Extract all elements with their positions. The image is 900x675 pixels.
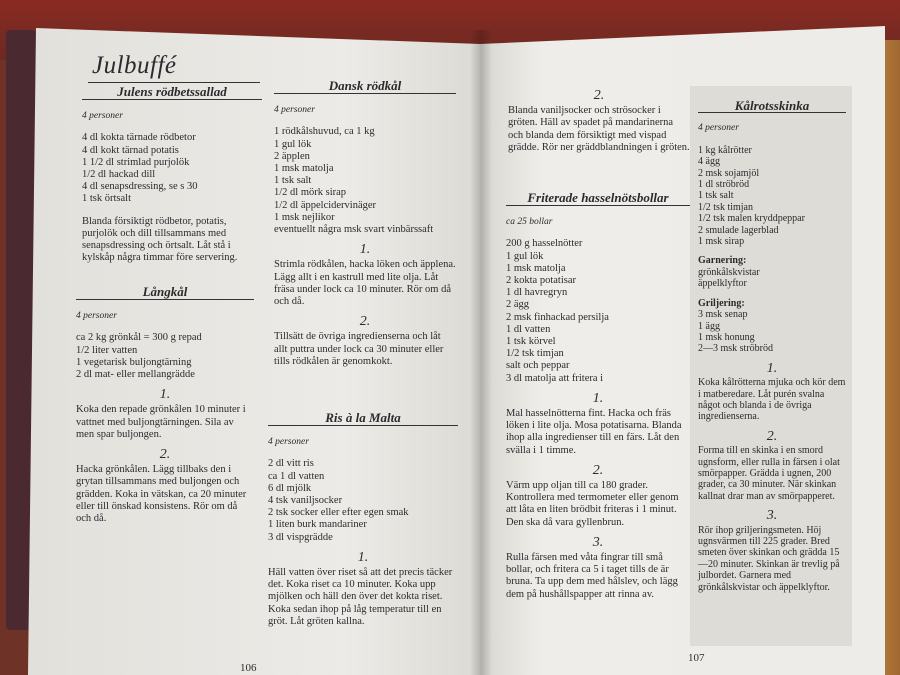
step-number: 1. bbox=[766, 360, 778, 376]
ingredient: 1/2 tsk malen kryddpeppar bbox=[698, 213, 805, 225]
step-text: Koka den repade grönkålen 10 minuter i vattnet med buljongtärningen. Sila av men spar buljongen. bbox=[76, 404, 246, 440]
ingredient: 1 dl ströbröd bbox=[698, 179, 750, 191]
step-text: Blanda vaniljsocker och strösocker i gröten. Häll av spadet på mandarinerna och blanda dem försiktigt med vispad grädde. Rör ner gräddblandningen i gröten. bbox=[508, 105, 690, 153]
step-text: Koka kålrötterna mjuka och kör dem i matberedare. Låt purén svalna något och blanda i de övriga ingredienserna. bbox=[698, 377, 846, 423]
ingredient: 3 dl matolja att fritera i bbox=[506, 372, 604, 384]
ingredient: 1 dl vatten bbox=[506, 323, 551, 335]
recipe-hasselnotsbollar bbox=[506, 192, 690, 601]
recipe-title: Kålrotsskinka bbox=[698, 100, 846, 113]
step-number: 2. bbox=[592, 462, 604, 478]
recipe-title: Ris à la Malta bbox=[268, 412, 458, 426]
ingredient-list bbox=[82, 132, 262, 205]
step-number: 3. bbox=[766, 508, 778, 524]
ingredient: 1 tsk salt bbox=[274, 175, 312, 187]
servings: 4 personer bbox=[76, 311, 117, 322]
chapter-title: Julbuffé bbox=[92, 52, 177, 79]
step-text: Rulla färsen med våta fingrar till små bollar, och fritera ca 5 i taget tills de är bruna. Ta upp dem med hålslev, och lägg dem på hushållspapper att rinna av. bbox=[506, 552, 678, 600]
garnish-item: äppelklyftor bbox=[698, 278, 747, 290]
recipe-title: Julens rödbetssallad bbox=[82, 86, 262, 100]
ingredient: eventuellt några msk svart vinbärssaft bbox=[274, 224, 434, 236]
ingredient: 2 msk finhackad persilja bbox=[506, 311, 609, 323]
step-number: 2. bbox=[359, 314, 371, 330]
ingredient: 1 msk matolja bbox=[506, 262, 566, 274]
chapter-title-rule bbox=[88, 82, 260, 83]
ingredient: 2 msk sojamjöl bbox=[698, 167, 760, 179]
servings: 4 personer bbox=[274, 105, 315, 116]
ingredient: 1/2 dl äppelcidervinäger bbox=[274, 199, 377, 211]
ingredient: ca 1 dl vatten bbox=[268, 470, 325, 482]
ingredient: 2 tsk socker eller efter egen smak bbox=[268, 507, 409, 519]
step-number: 1. bbox=[592, 390, 604, 406]
garnish-label: Garnering: bbox=[698, 255, 747, 267]
servings: 4 personer bbox=[268, 437, 309, 448]
step-number: 2. bbox=[593, 88, 605, 103]
recipe-rodbetssallad bbox=[82, 86, 262, 264]
recipe-title: Friterade hasselnötsbollar bbox=[506, 192, 690, 206]
garnish-item: grönkålskvistar bbox=[698, 266, 760, 278]
ingredient: 6 dl mjölk bbox=[268, 482, 312, 494]
step-text: Häll vatten över riset så att det precis täcker det. Koka riset ca 10 minuter. Koka upp mjölken och häll den över det kokta riset. Koka sedan ihop på låg temperatur till en gröt. Låt gröten kallna. bbox=[268, 567, 453, 627]
step-text: Strimla rödkålen, hacka löken och äpplena. Lägg allt i en kastrull med lite olja. Låt fräsa under lock ca 10 minuter. Rör om då och då. bbox=[274, 259, 456, 308]
ingredient: 1 dl havregryn bbox=[506, 287, 568, 299]
step-text: Tillsätt de övriga ingredienserna och låt allt puttra under lock ca 30 minuter eller tills rödkålen är genomkokt. bbox=[274, 331, 444, 367]
ingredient: 3 dl vispgrädde bbox=[268, 531, 333, 543]
ingredient: 4 dl kokta tärnade rödbetor bbox=[82, 132, 196, 144]
ingredient: 1 tsk körvel bbox=[506, 336, 556, 348]
ingredient: 2 kokta potatisar bbox=[506, 275, 576, 287]
step-text: Forma till en skinka i en smord ugnsform, eller rulla in färsen i olat smörpapper. Grädda i ugnen, 200 grader, ca 30 minuter. När skinkan kallnat drar man av smörpapperet. bbox=[698, 445, 840, 502]
ingredient: 1 tsk örtsalt bbox=[82, 193, 131, 205]
glaze-label: Griljering: bbox=[698, 297, 745, 309]
ingredient: 2 ägg bbox=[506, 299, 530, 311]
ingredient: 1 gul lök bbox=[274, 138, 312, 150]
ingredient: 4 tsk vaniljsocker bbox=[268, 495, 343, 507]
recipe-kalrotsskinka bbox=[698, 100, 846, 593]
recipe-title: Långkål bbox=[76, 286, 254, 300]
ingredient: 1 msk nejlikor bbox=[274, 211, 335, 223]
ingredient: ca 2 kg grönkål = 300 g repad bbox=[76, 332, 202, 344]
ingredient: 1/2 tsk timjan bbox=[506, 348, 564, 360]
ingredient: 1 tsk salt bbox=[698, 190, 734, 202]
ingredient: 1 msk matolja bbox=[274, 163, 334, 175]
glaze-item: 1 ägg bbox=[698, 320, 720, 332]
ingredient: 4 ägg bbox=[698, 156, 720, 168]
recipe-dansk-rodkal bbox=[274, 80, 456, 368]
book-gutter bbox=[470, 30, 492, 675]
ingredient: 2 äpplen bbox=[274, 150, 310, 162]
step-number: 3. bbox=[592, 534, 604, 550]
instructions: Blanda försiktigt rödbetor, potatis, purjolök och dill tillsammans med senapsdressing och örtsalt. Låt stå i kylskåp några timmar före servering. bbox=[82, 215, 238, 264]
step-number: 1. bbox=[159, 387, 171, 403]
step-text: Hacka grönkålen. Lägg tillbaks den i grytan tillsammans med buljongen och grädden. Koka in vätskan, ca 20 minuter eller till önskad konsistens. Rör om då och då. bbox=[76, 464, 247, 525]
ingredient: 1 1/2 dl strimlad purjolök bbox=[82, 156, 190, 168]
step-text: Rör ihop griljeringsmeten. Höj ugnsvärmen till 225 grader. Bred smeten över skinkan och grädda 15—20 minuter. Skinkan är trevlig på julbordet. Garnera med grönkålskvistar och äppelklyftor. bbox=[698, 524, 840, 593]
ingredient: 2 dl mat- eller mellangrädde bbox=[76, 369, 195, 381]
glaze-item: 1 msk honung bbox=[698, 331, 755, 343]
ingredient: 1 kg kålrötter bbox=[698, 144, 752, 156]
step-number: 2. bbox=[766, 428, 778, 444]
step-text: Värm upp oljan till ca 180 grader. Kontrollera med termometer eller genom att låta en liten brödbit friteras i 1 minut. Den ska då vara gyllenbrun. bbox=[506, 480, 679, 528]
recipe-ris-a-la-malta bbox=[268, 412, 458, 628]
ingredient-list bbox=[698, 145, 846, 248]
ingredient: 1 vegetarisk buljongtärning bbox=[76, 356, 192, 368]
ingredient: 1 gul lök bbox=[506, 250, 544, 262]
ingredient: 1/2 liter vatten bbox=[76, 344, 138, 356]
ingredient: 1/2 dl hackad dill bbox=[82, 169, 156, 181]
ingredient: 4 dl kokt tärnad potatis bbox=[82, 144, 179, 156]
ingredient: 4 dl senapsdressing, se s 30 bbox=[82, 181, 198, 193]
page-number-right: 107 bbox=[688, 652, 705, 664]
step-number: 1. bbox=[359, 242, 371, 258]
step-number: 2. bbox=[159, 447, 171, 463]
ingredient: 2 smulade lagerblad bbox=[698, 224, 779, 236]
ingredient: 200 g hasselnötter bbox=[506, 238, 583, 250]
glaze-item: 2—3 msk ströbröd bbox=[698, 343, 773, 355]
ingredient-list bbox=[76, 332, 254, 381]
step-text: Mal hasselnötterna fint. Hacka och fräs löken i lite olja. Mosa potatisarna. Blanda ihop alla ingredienser till en färs. Låt den svälla i 1 timme. bbox=[506, 408, 682, 456]
ingredient: 1 msk sirap bbox=[698, 236, 745, 248]
step-number: 1. bbox=[357, 549, 369, 565]
ingredient-list bbox=[274, 126, 456, 236]
ingredient: 1/2 tsk timjan bbox=[698, 201, 753, 213]
glaze-item: 3 msk senap bbox=[698, 309, 748, 321]
servings: 4 personer bbox=[698, 123, 739, 134]
recipe-title: Dansk rödkål bbox=[274, 80, 456, 94]
ingredient-list bbox=[506, 238, 690, 384]
ingredient: 1/2 dl mörk sirap bbox=[274, 187, 347, 199]
ingredient: 1 rödkålshuvud, ca 1 kg bbox=[274, 126, 375, 138]
ingredient: 1 liten burk mandariner bbox=[268, 519, 367, 531]
recipe-ris-a-la-malta-continued bbox=[508, 90, 690, 154]
recipe-langkal bbox=[76, 286, 254, 525]
ingredient: salt och peppar bbox=[506, 360, 570, 372]
ingredient-list bbox=[268, 458, 458, 543]
ingredient: 2 dl vitt ris bbox=[268, 458, 314, 470]
servings: 4 personer bbox=[82, 111, 123, 122]
page-number-left: 106 bbox=[240, 662, 257, 674]
servings: ca 25 bollar bbox=[506, 217, 553, 228]
